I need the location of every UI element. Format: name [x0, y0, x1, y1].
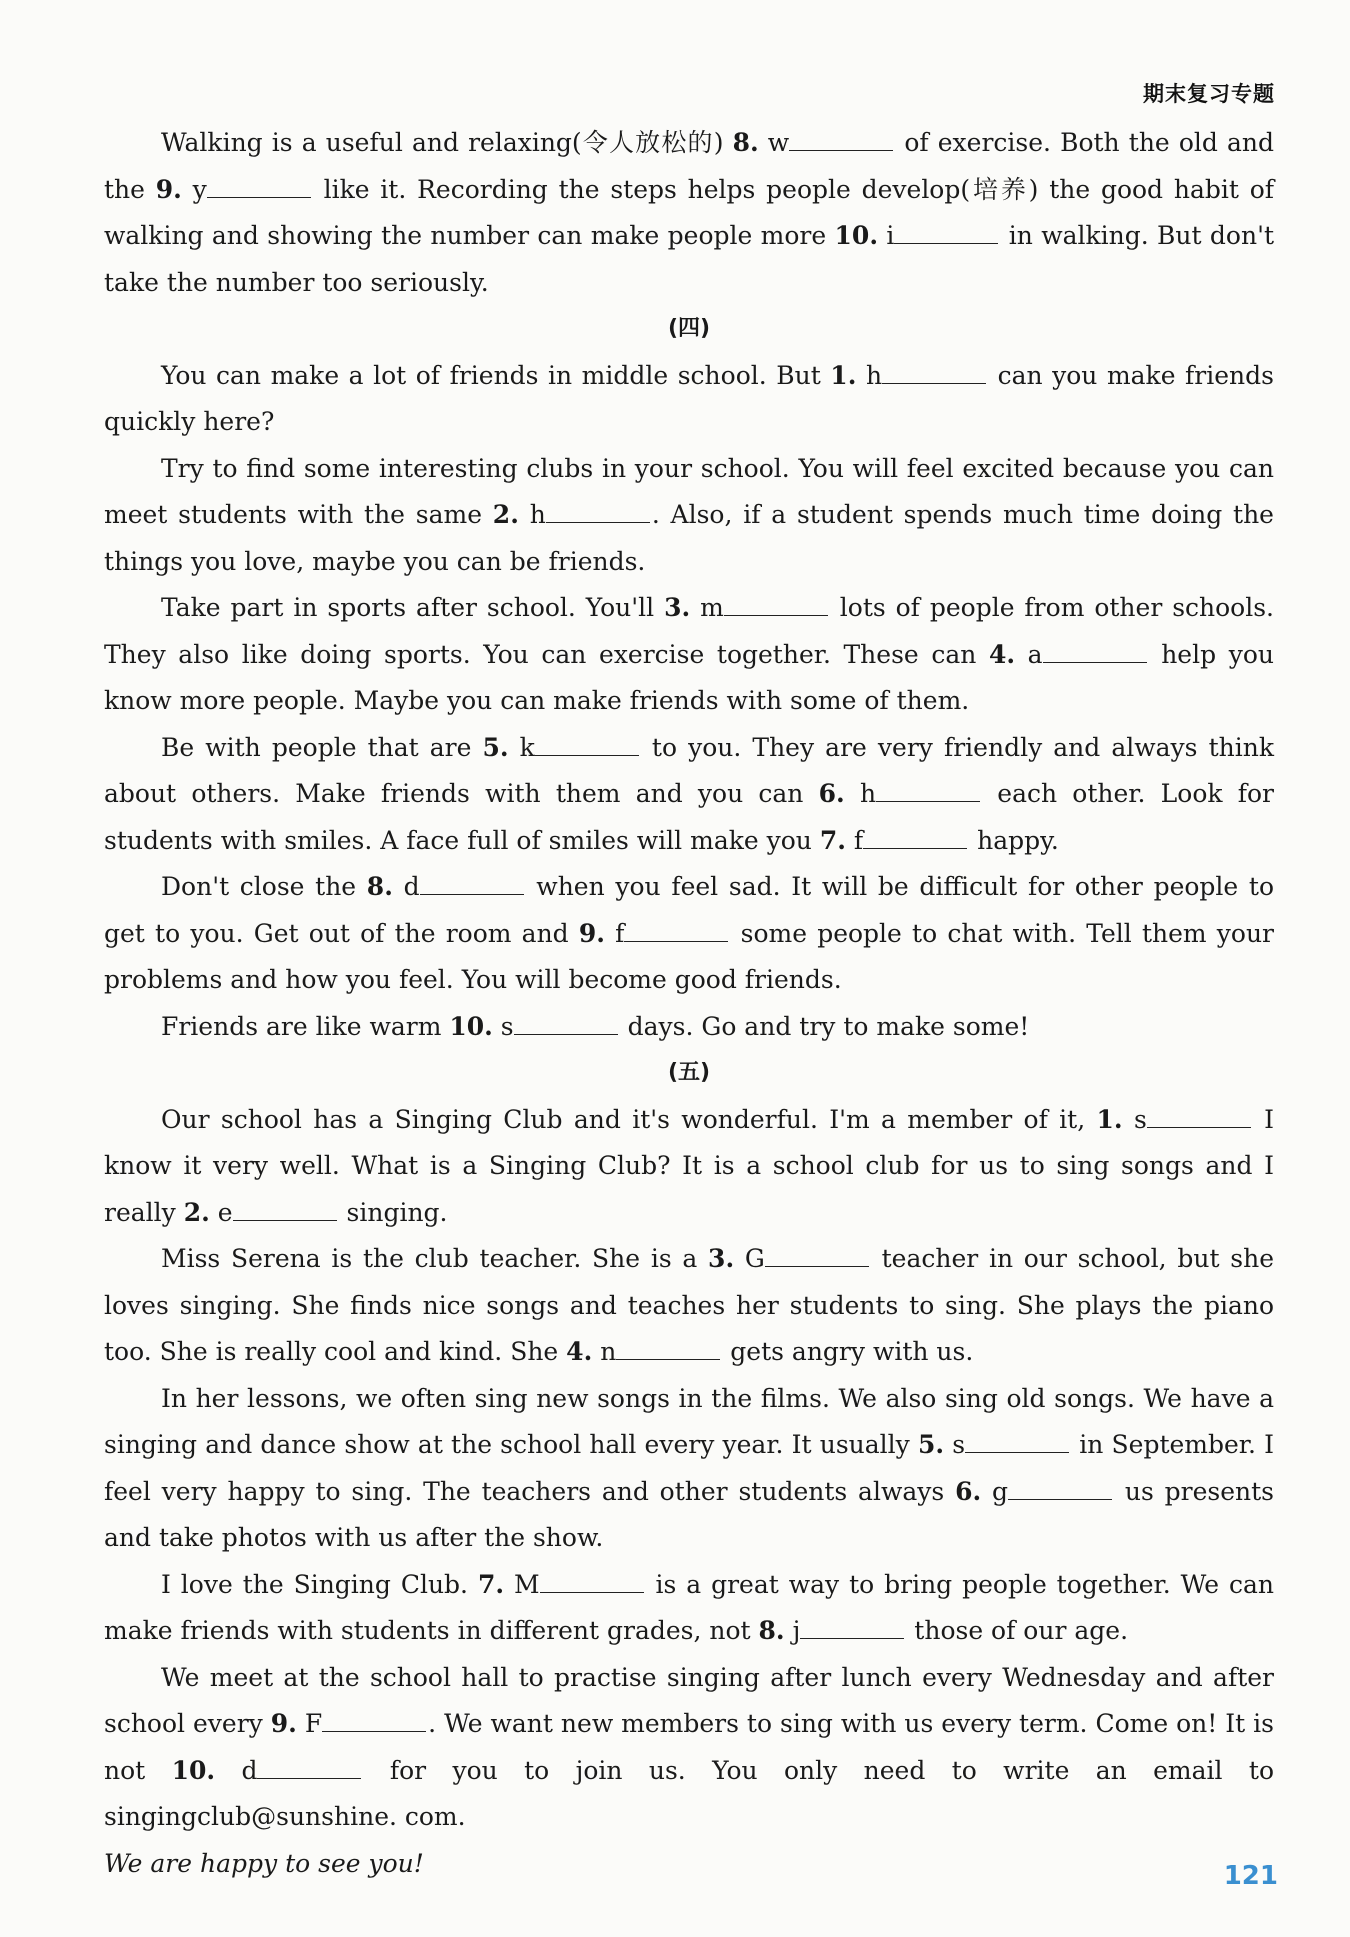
paragraph: Be with people that are 5. k to you. They are very friendly and always think about others. Make friends with them and you can 6. h each other. Look for students with smiles. A face full of smiles will make you 7. f happy. [104, 732, 1274, 855]
answer-blank[interactable] [724, 593, 828, 616]
answer-blank[interactable] [624, 919, 728, 942]
answer-blank[interactable] [207, 175, 311, 198]
answer-blank[interactable] [876, 779, 980, 802]
answer-blank[interactable] [800, 1616, 904, 1639]
answer-blank[interactable] [616, 1337, 720, 1360]
paragraph: Walking is a useful and relaxing(令人放松的) 8. w of exercise. Both the old and the 9. y like it. Recording the steps helps people develop(培养) the good habit of walking and showing the number can make people more 10. i in walking. But don't take the number too seriously. [104, 128, 1275, 297]
answer-blank[interactable] [546, 500, 650, 523]
paragraph: You can make a lot of friends in middle school. But 1. h can you make friends quickly here? [104, 360, 1274, 436]
question-number: 1. [830, 360, 857, 390]
paragraph: Try to find some interesting clubs in your school. You will feel excited because you can meet students with the same 2. h . Also, if a student spends much time doing the things you love, maybe you can be friends. [104, 453, 1274, 576]
answer-blank[interactable] [882, 361, 986, 384]
question-number: 10. [171, 1755, 216, 1785]
paragraph: Take part in sports after school. You'll 3. m lots of people from other schools. They also like doing sports. You can exercise together. These can 4. a help you know more people. Maybe you can make friends with some of them. [104, 593, 1275, 715]
paragraph: Our school has a Singing Club and it's wonderful. I'm a member of it, 1. s I know it very well. What is a Singing Club? It is a school club for us to sing songs and I really 2. e singing. [104, 1104, 1274, 1227]
paragraph: Don't close the 8. d when you feel sad. It will be difficult for other people to get to you. Get out of the room and 9. f some people to chat with. Tell them your problems and how you feel. You will become good friends. [104, 872, 1275, 994]
answer-blank[interactable] [233, 1198, 337, 1221]
closing-line: We are happy to see you! [104, 1848, 424, 1878]
passage-content [104, 120, 1274, 1887]
question-number: 8. [732, 128, 759, 157]
question-number: 7. [819, 825, 846, 855]
section-heading: (四) [667, 316, 711, 341]
paragraph: Friends are like warm 10. s days. Go and try to make some! [161, 1011, 1030, 1041]
question-number: 5. [917, 1430, 945, 1459]
question-number: 3. [664, 593, 691, 622]
answer-blank[interactable] [965, 1430, 1069, 1453]
answer-blank[interactable] [322, 1709, 426, 1732]
answer-blank[interactable] [257, 1756, 361, 1779]
question-number: 5. [482, 732, 509, 762]
answer-blank[interactable] [863, 826, 967, 849]
answer-blank[interactable] [765, 1244, 869, 1267]
answer-blank[interactable] [535, 733, 639, 756]
answer-blank[interactable] [1043, 640, 1147, 663]
paragraph: Miss Serena is the club teacher. She is a 3. G teacher in our school, but she loves singing. She finds nice songs and teaches her students to sing. She plays the piano too. She is really cool and kind. She 4. n gets angry with us. [104, 1244, 1274, 1366]
answer-blank[interactable] [514, 1012, 618, 1035]
answer-blank[interactable] [789, 128, 893, 151]
question-number: 2. [492, 500, 519, 529]
question-number: 1. [1096, 1104, 1123, 1134]
question-number: 9. [270, 1709, 297, 1738]
answer-blank[interactable] [420, 872, 524, 895]
answer-blank[interactable] [540, 1570, 644, 1593]
question-number: 10. [449, 1011, 493, 1041]
question-number: 8. [366, 872, 393, 901]
section-heading: (五) [667, 1060, 711, 1085]
question-number: 9. [155, 174, 182, 204]
answer-blank[interactable] [1008, 1477, 1112, 1500]
question-number: 4. [988, 639, 1016, 669]
question-number: 7. [477, 1569, 505, 1599]
question-number: 10. [834, 221, 879, 250]
header-title: 期末复习专题 [1143, 82, 1275, 106]
paragraph: I love the Singing Club. 7. M is a great way to bring people together. We can make friends with students in different grades, not 8. j those of our age. [104, 1569, 1274, 1645]
question-number: 3. [708, 1244, 735, 1273]
question-number: 4. [566, 1337, 593, 1366]
answer-blank[interactable] [1147, 1105, 1251, 1128]
paragraph: We meet at the school hall to practise singing after lunch every Wednesday and after school every 9. F . We want new members to sing with us every term. Come on! It is not 10. d for you to join us. You only need to write an email to singingclub@sunshine. com. [104, 1662, 1274, 1831]
question-number: 6. [955, 1476, 982, 1506]
question-number: 9. [578, 918, 605, 948]
answer-blank[interactable] [894, 221, 998, 244]
page-number: 121 [1223, 1861, 1278, 1891]
question-number: 8. [758, 1616, 785, 1645]
question-number: 2. [183, 1197, 210, 1227]
paragraph: In her lessons, we often sing new songs in the films. We also sing old songs. We have a singing and dance show at the school hall every year. It usually 5. s in September. I feel very happy to sing. The teachers and other students always 6. g us presents and take photos with us after the show. [104, 1383, 1275, 1552]
question-number: 6. [818, 779, 845, 808]
